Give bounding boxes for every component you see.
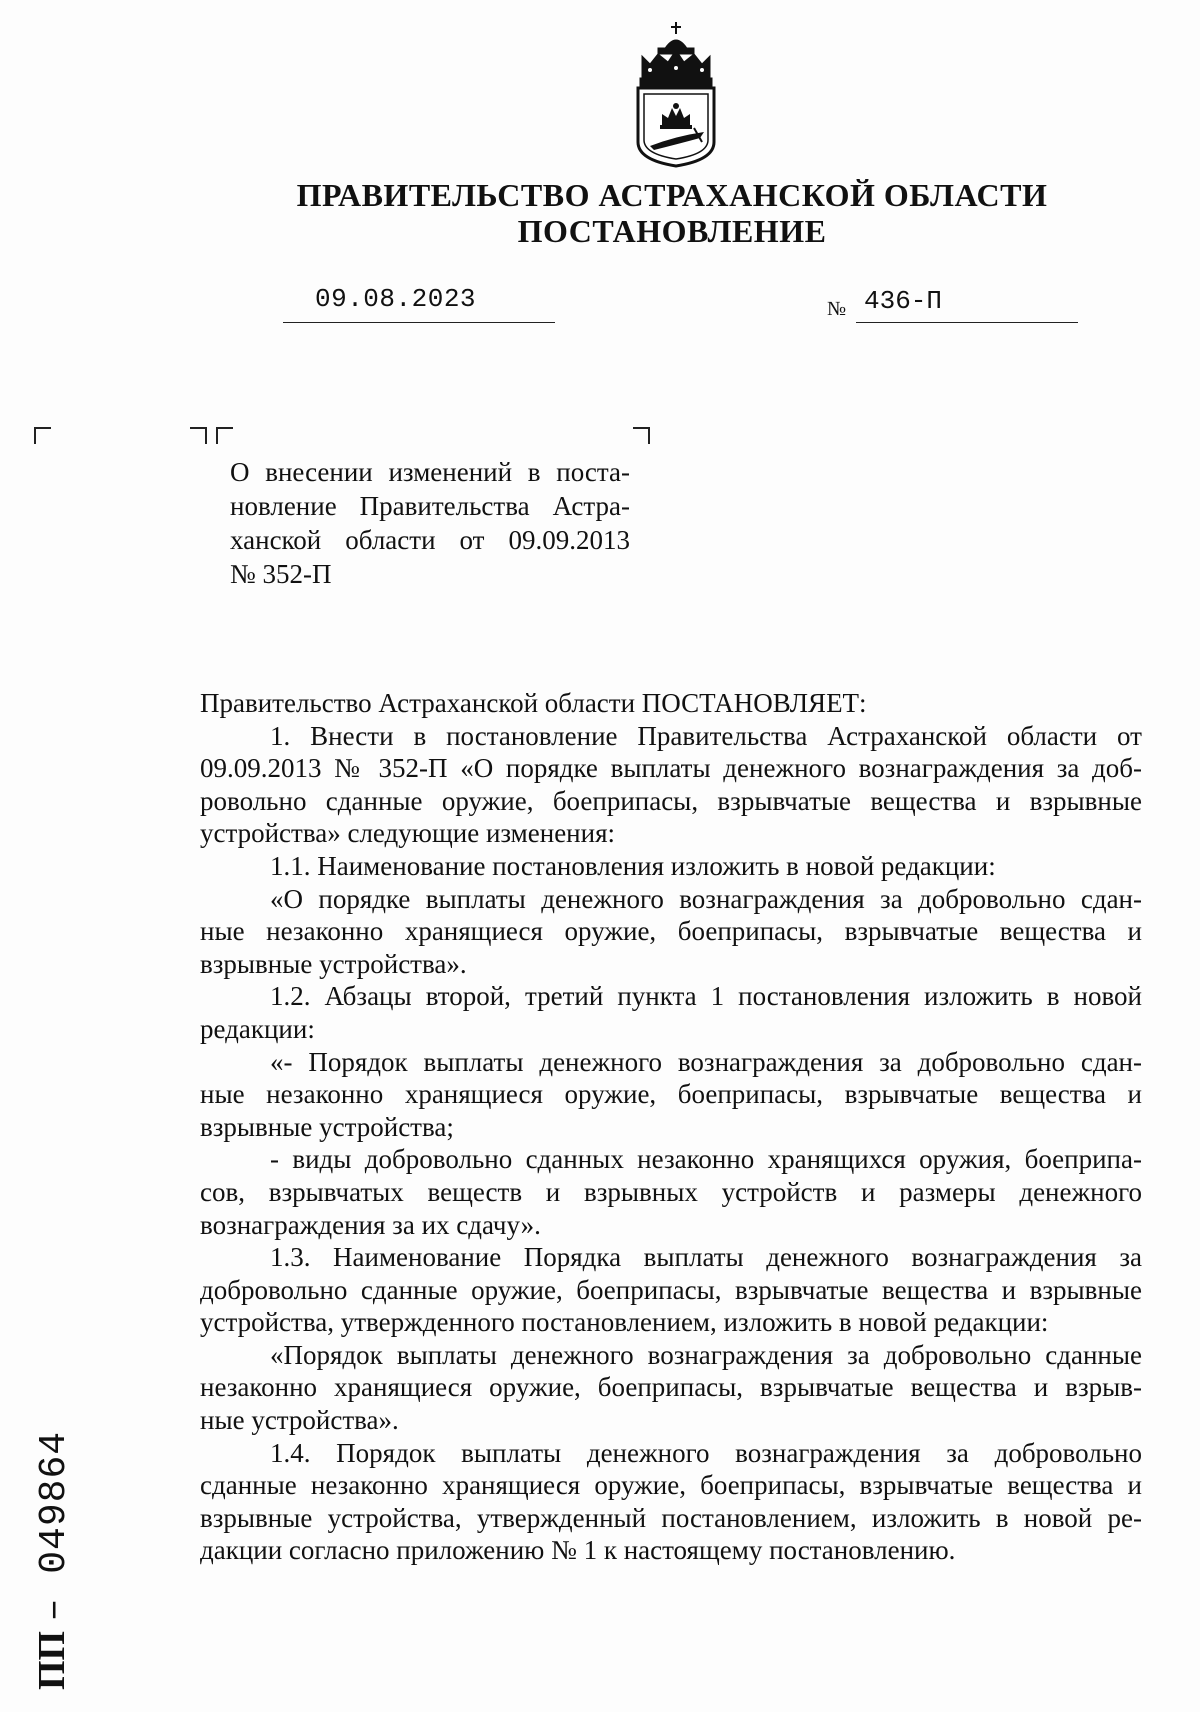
body-line: дакции согласно приложению № 1 к настоящему постановлению.	[200, 1535, 956, 1566]
bracket-top-left	[216, 427, 233, 444]
document-subject	[230, 455, 630, 591]
serial-number: – 049864	[33, 1430, 76, 1622]
bracket-top-right	[190, 427, 207, 444]
body-line: ные незаконно хранящиеся оружие, боеприпасы, взрывчатые вещества и	[200, 916, 1142, 947]
number-field	[856, 286, 1078, 323]
body-line: взрывные устройства;	[200, 1111, 454, 1142]
body-line: сов, взрывчатых веществ и взрывных устройств и размеры денежного	[200, 1176, 1142, 1207]
body-line: «- Порядок выплаты денежного вознаграждения за добровольно сдан-	[270, 1046, 1142, 1077]
body-line: 1.3. Наименование Порядка выплаты денежного вознаграждения за	[270, 1242, 1142, 1273]
body-line: - виды добровольно сданных незаконно хранящихся оружия, боеприпа-	[270, 1144, 1142, 1175]
body-line: редакции:	[200, 1013, 315, 1044]
body-line: «Порядок выплаты денежного вознаграждения за добровольно сданные	[270, 1339, 1142, 1370]
body-line: ные устройства».	[200, 1405, 399, 1436]
document-type-title: ПОСТАНОВЛЕНИЕ	[517, 213, 827, 249]
body-line: 09.09.2013 № 352-П «О порядке выплаты денежного вознаграждения за доб-	[200, 753, 1142, 784]
body-line: взрывные устройства».	[200, 948, 467, 979]
subject-line: О внесении изменений в поста-	[230, 457, 630, 487]
body-line: ные незаконно хранящиеся оружие, боеприпасы, взрывчатые вещества и	[200, 1079, 1142, 1110]
body-line: 1.2. Абзацы второй, третий пункта 1 постановления изложить в новой	[270, 981, 1142, 1012]
body-line: сданные незаконно хранящиеся оружие, боеприпасы, взрывчатые вещества и	[200, 1470, 1142, 1501]
subject-line: № 352-П	[230, 559, 332, 589]
body-line: вознаграждения за их сдачу».	[200, 1209, 541, 1240]
body-line: 1. Внести в постановление Правительства Астраханской области от	[270, 720, 1142, 751]
body-line: добровольно сданные оружие, боеприпасы, взрывчатые вещества и взрывные	[200, 1274, 1142, 1305]
government-title: ПРАВИТЕЛЬСТВО АСТРАХАНСКОЙ ОБЛАСТИ	[296, 177, 1048, 213]
number-sign: №	[827, 298, 847, 320]
document-body	[200, 687, 1142, 1567]
serial-prefix: ПП	[31, 1630, 73, 1690]
body-line: «О порядке выплаты денежного вознаграждения за добровольно сдан-	[270, 883, 1142, 914]
body-line: 1.4. Порядок выплаты денежного вознаграждения за добровольно	[270, 1437, 1142, 1468]
document-number: 436-П	[864, 286, 943, 316]
bracket-top-left	[34, 427, 51, 444]
date-field	[283, 282, 555, 323]
body-line: Правительство Астраханской области ПОСТАНОВЛЯЕТ:	[200, 688, 867, 718]
body-line: 1.1. Наименование постановления изложить в новой редакции:	[270, 850, 996, 881]
serial-stamp	[30, 1431, 77, 1690]
body-line: незаконно хранящиеся оружие, боеприпасы, взрывчатые вещества и взрыв-	[200, 1372, 1142, 1403]
body-line: устройства, утвержденного постановлением, изложить в новой редакции:	[200, 1307, 1049, 1338]
body-line: ровольно сданные оружие, боеприпасы, взрывчатые вещества и взрывные	[200, 785, 1142, 816]
bracket-top-right	[633, 427, 650, 444]
subject-line: ханской области от 09.09.2013	[230, 525, 630, 555]
coat-of-arms-icon	[628, 20, 724, 170]
body-line: устройства» следующие изменения:	[200, 818, 615, 849]
subject-line: новление Правительства Астра-	[230, 491, 630, 521]
document-date: 09.08.2023	[315, 284, 477, 314]
body-line: взрывные устройства, утвержденный постановлением, изложить в новой ре-	[200, 1502, 1142, 1533]
